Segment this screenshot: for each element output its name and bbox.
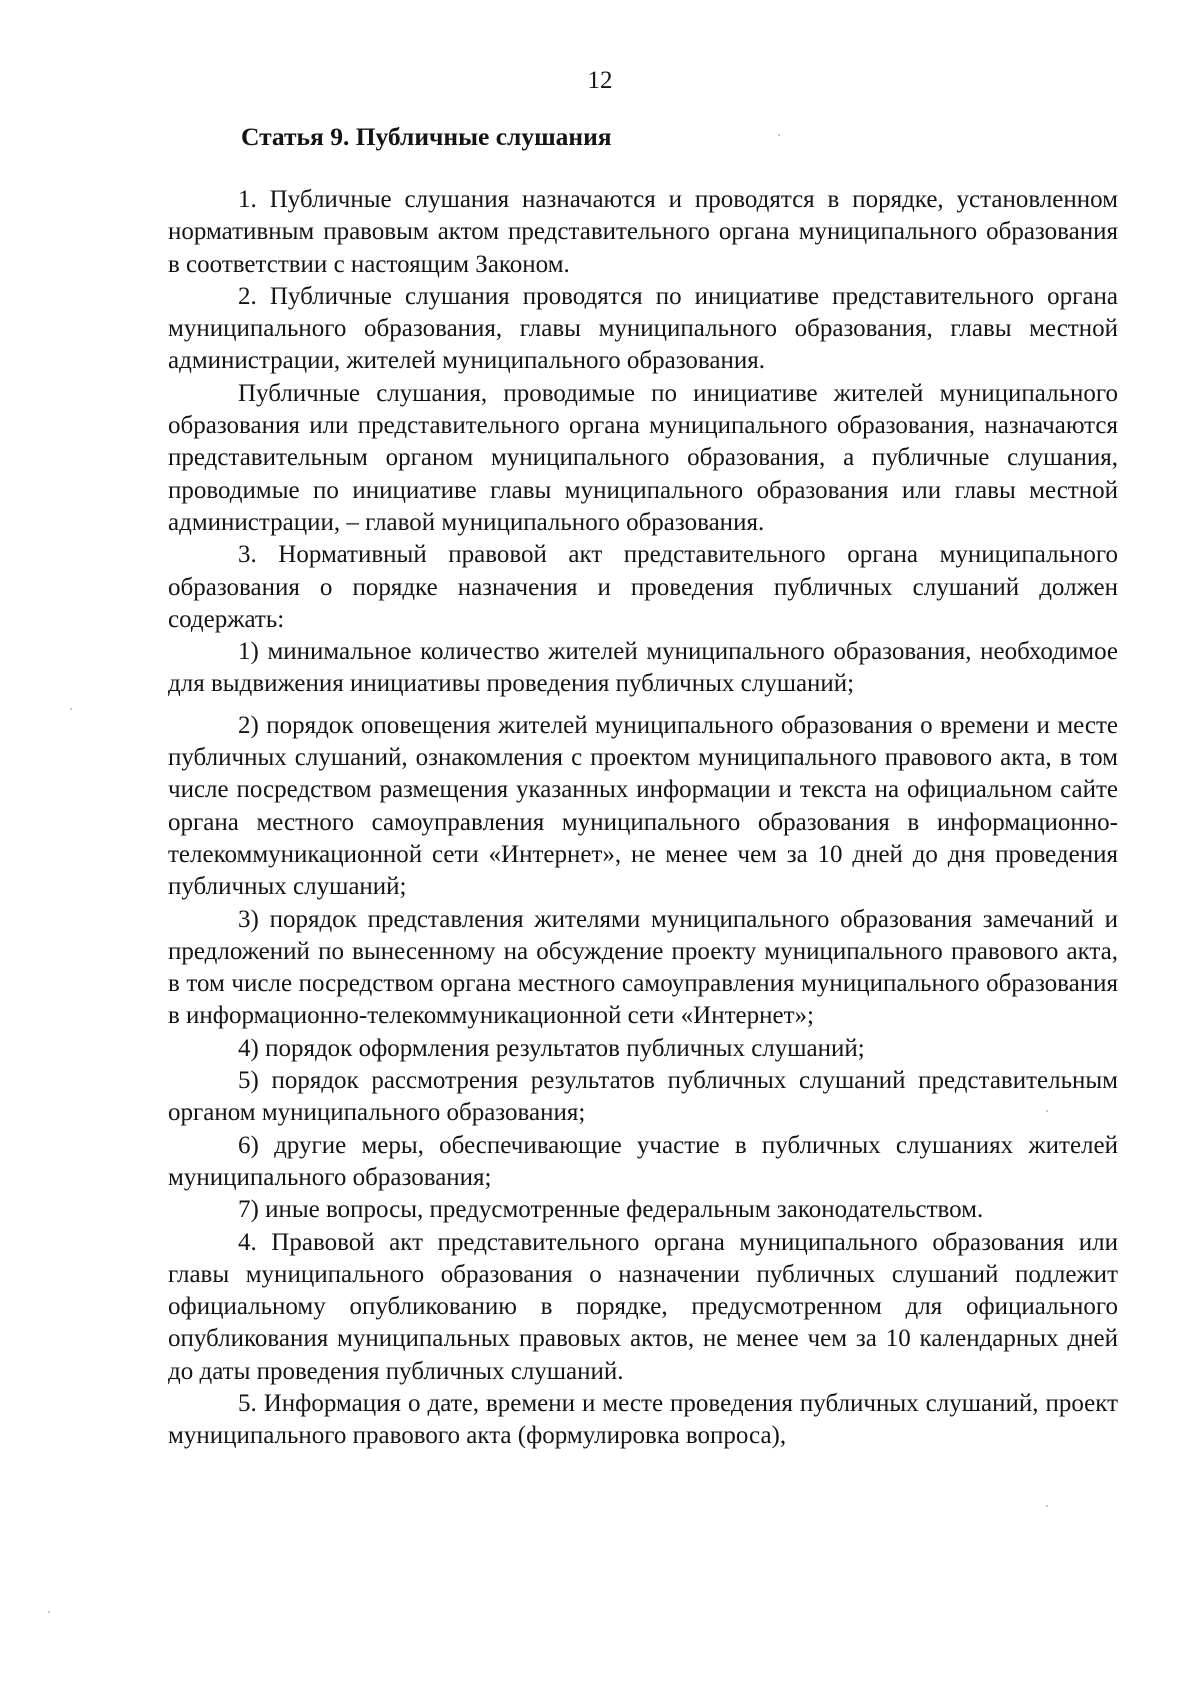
scan-speck <box>1046 1110 1048 1112</box>
article-body <box>168 184 1118 1453</box>
list-item-5: 5) порядок рассмотрения результатов публичных слушаний представительным органом муниципального образования; <box>168 1067 1118 1127</box>
scan-speck <box>778 134 780 136</box>
list-item-1: 1) минимальное количество жителей муниципального образования, необходимое для выдвижения инициативы проведения публичных слушаний; <box>168 638 1118 698</box>
scan-speck <box>70 708 72 710</box>
scan-speck <box>48 1611 50 1613</box>
paragraph-3: 3. Нормативный правовой акт представительного органа муниципального образования о порядке назначения и проведения публичных слушаний должен содержать: <box>168 541 1118 633</box>
list-item-2: 2) порядок оповещения жителей муниципального образования о времени и месте публичных слушаний, ознакомления с проектом муниципального правового акта, в том числе посредством размещения указанных информации и текста на официальном сайте органа местного самоуправления муниципального образования в информационно-телекоммуникационной сети «Интернет», не менее чем за 10 дней до дня проведения публичных слушаний; <box>168 711 1118 901</box>
paragraph-1: 1. Публичные слушания назначаются и проводятся в порядке, установленном нормативным правовым актом представительного органа муниципального образования в соответствии с настоящим Законом. <box>168 186 1118 278</box>
scan-speck <box>1046 1505 1048 1507</box>
paragraph-2: 2. Публичные слушания проводятся по инициативе представительного органа муниципального образования, главы муниципального образования, главы местной администрации, жителей муниципального образования. <box>168 282 1118 375</box>
list-item-7: 7) иные вопросы, предусмотренные федеральным законодательством. <box>238 1196 984 1224</box>
paragraph-2-continued: Публичные слушания, проводимые по инициативе жителей муниципального образования или представительного органа муниципального образования, назначаются представительным органом муниципального образования, а публичные слушания, проводимые по инициативе главы муниципального образования или главы местной администрации, – главой муниципального образования. <box>168 379 1118 536</box>
paragraph-5: 5. Информация о дате, времени и месте проведения публичных слушаний, проект муниципального правового акта (формулировка вопроса), <box>168 1389 1118 1450</box>
paragraph-4: 4. Правовой акт представительного органа муниципального образования или главы муниципального образования о назначении публичных слушаний подлежит официальному опубликованию в порядке, предусмотренном для официального опубликования муниципальных правовых актов, не менее чем за 10 календарных дней до даты проведения публичных слушаний. <box>168 1228 1118 1385</box>
page-number: 12 <box>587 67 613 94</box>
list-item-6: 6) другие меры, обеспечивающие участие в публичных слушаниях жителей муниципального образования; <box>168 1131 1118 1191</box>
list-item-3: 3) порядок представления жителями муниципального образования замечаний и предложений по вынесенному на обсуждение проекту муниципального правового акта, в том числе посредством органа местного самоуправления муниципального образования в информационно-телекоммуникационной сети «Интернет»; <box>168 905 1118 1030</box>
list-item-4: 4) порядок оформления результатов публичных слушаний; <box>238 1034 865 1062</box>
article-title: Статья 9. Публичные слушания <box>241 122 612 151</box>
